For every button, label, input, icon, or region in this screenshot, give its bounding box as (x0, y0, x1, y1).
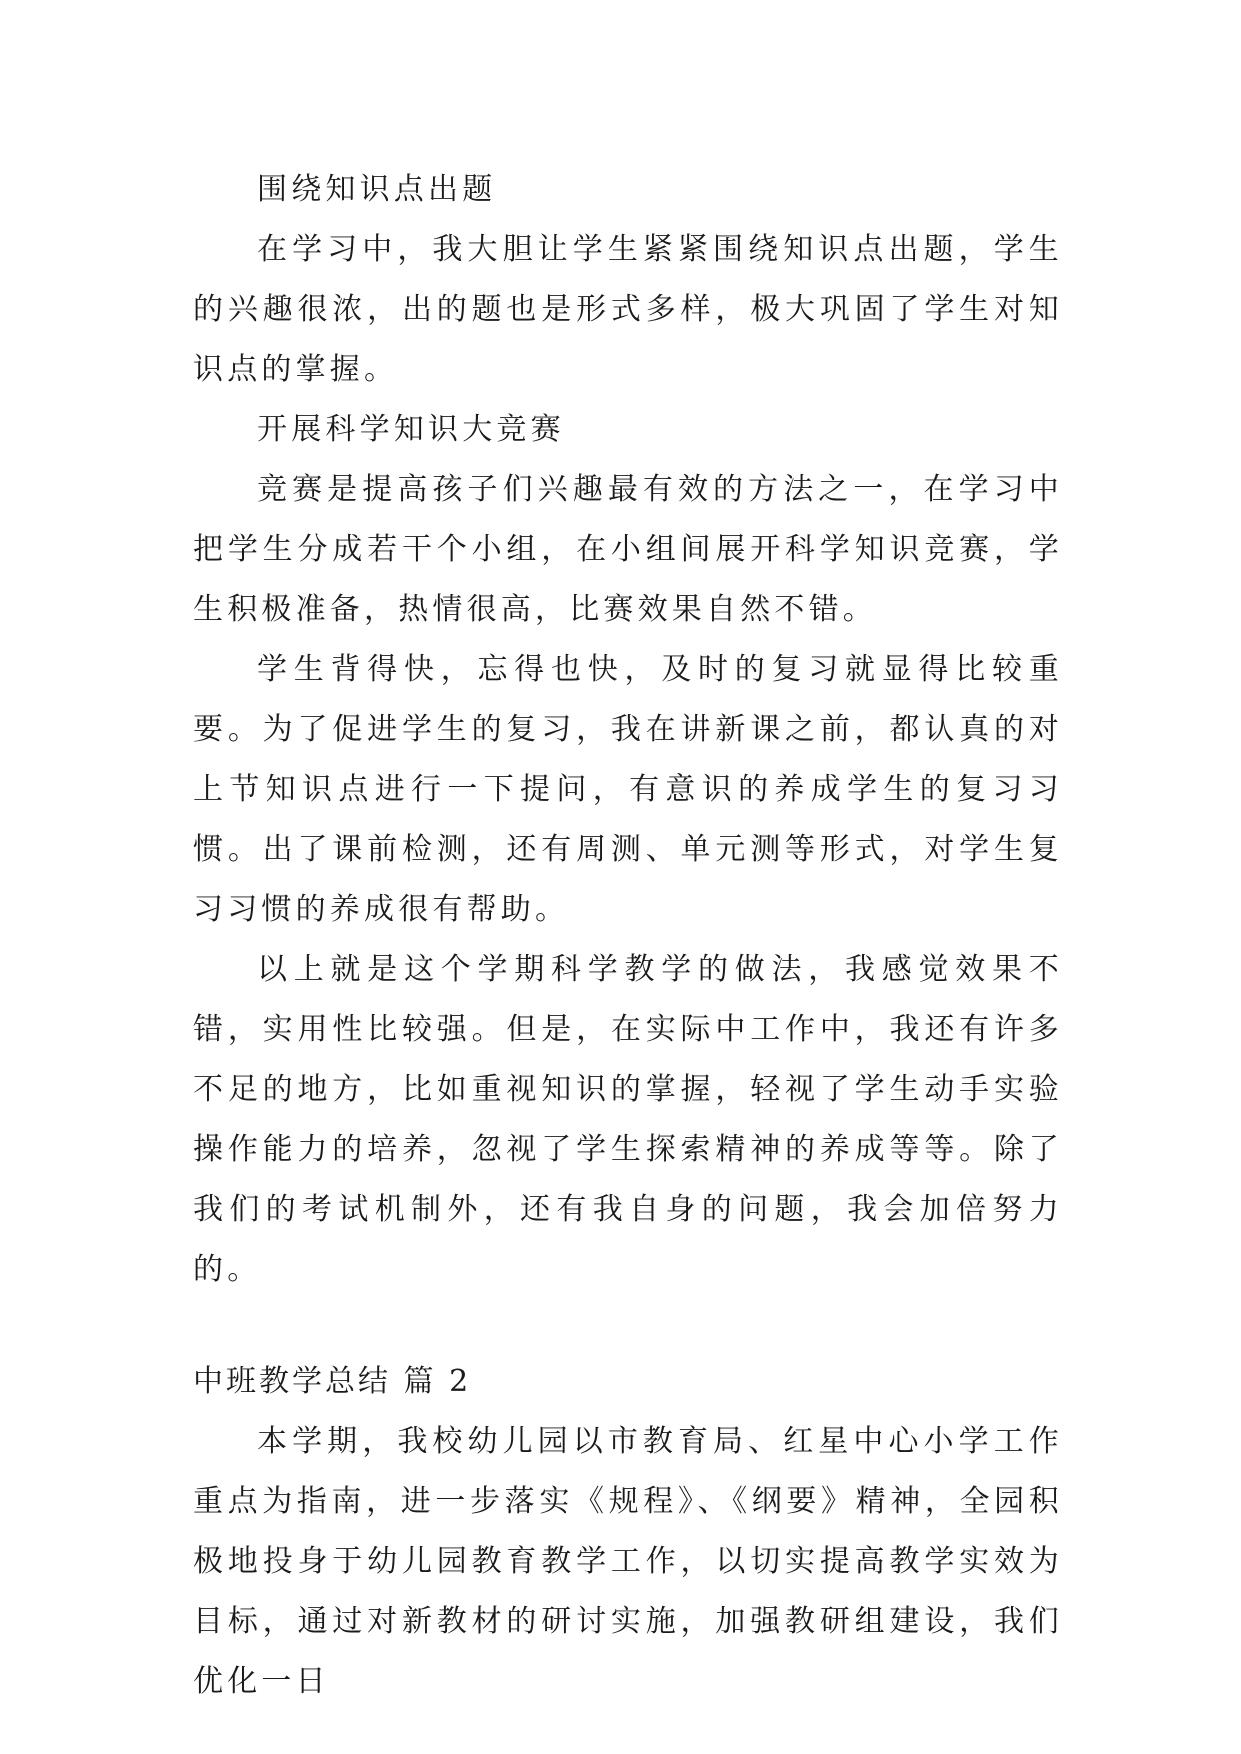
paragraph: 以上就是这个学期科学教学的做法，我感觉效果不错，实用性比较强。但是，在实际中工作中，我还有许多不足的地方，比如重视知识的掌握，轻视了学生动手实验操作能力的培养，忽视了学生探索精神的养成等等。除了我们的考试机制外，还有我自身的问题，我会加倍努力的。 (193, 952, 1063, 1287)
section-title: 中班教学总结 篇 2 (193, 1364, 472, 1399)
paragraph: 竞赛是提高孩子们兴趣最有效的方法之一，在学习中把学生分成若干个小组，在小组间展开科学知识竞赛，学生积极准备，热情很高，比赛效果自然不错。 (193, 472, 1063, 627)
paragraph: 在学习中，我大胆让学生紧紧围绕知识点出题，学生的兴趣很浓，出的题也是形式多样，极大巩固了学生对知识点的掌握。 (193, 232, 1063, 387)
paragraph: 本学期，我校幼儿园以市教育局、红星中心小学工作重点为指南，进一步落实《规程》、《纲要》精神，全园积极地投身于幼儿园教育教学工作，以切实提高教学实效为目标，通过对新教材的研讨实施，加强教研组建设，我们优化一日 (193, 1424, 1063, 1699)
paragraph: 学生背得快，忘得也快，及时的复习就显得比较重要。为了促进学生的复习，我在讲新课之前，都认真的对上节知识点进行一下提问，有意识的养成学生的复习习惯。出了课前检测，还有周测、单元测等形式，对学生复习习惯的养成很有帮助。 (193, 652, 1063, 927)
section-spacer (193, 1300, 1063, 1352)
subheading-question-around-knowledge: 围绕知识点出题 (257, 172, 497, 207)
document-body (193, 160, 1063, 1712)
subheading-science-competition: 开展科学知识大竞赛 (257, 412, 565, 447)
